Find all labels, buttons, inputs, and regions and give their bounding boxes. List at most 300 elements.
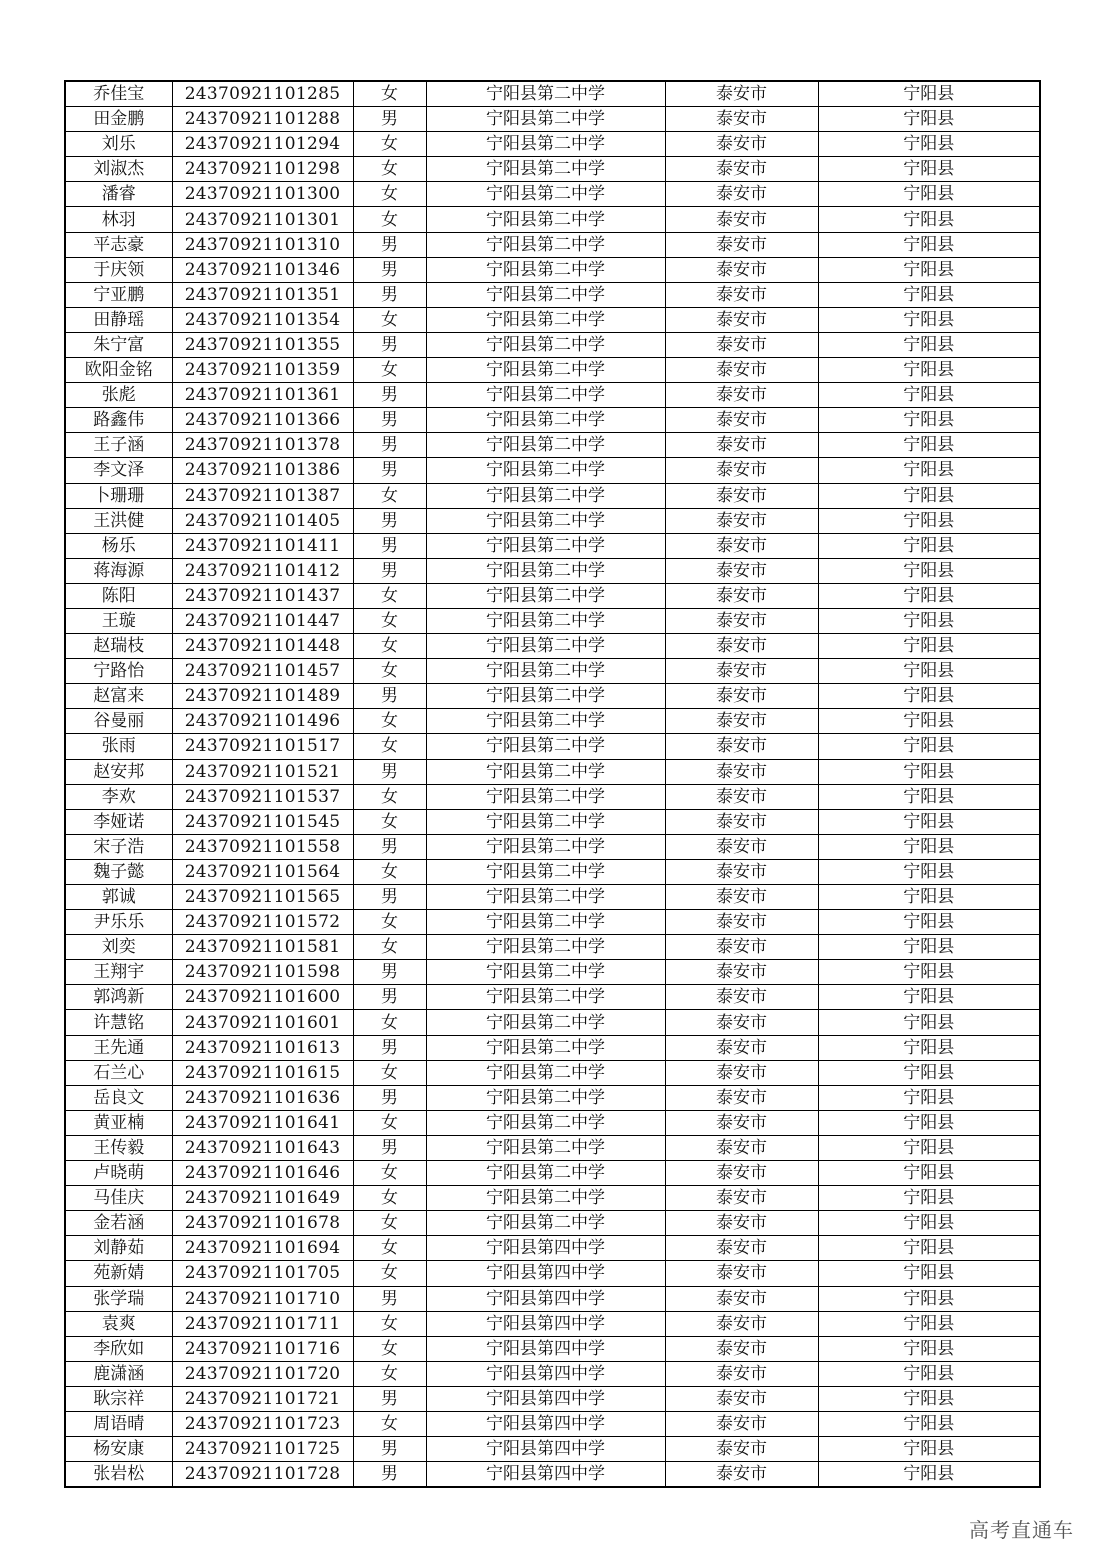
name-cell: 尹乐乐 <box>65 910 172 935</box>
table-row <box>65 885 1040 910</box>
school-cell: 宁阳县第二中学 <box>426 81 665 107</box>
id-cell: 24370921101517 <box>172 734 353 759</box>
id-cell: 24370921101711 <box>172 1311 353 1336</box>
id-cell: 24370921101694 <box>172 1236 353 1261</box>
gender-cell: 女 <box>353 81 426 107</box>
gender-cell: 女 <box>353 157 426 182</box>
gender-cell: 女 <box>353 608 426 633</box>
city-cell: 泰安市 <box>665 1437 818 1462</box>
gender-cell: 男 <box>353 1286 426 1311</box>
city-cell: 泰安市 <box>665 684 818 709</box>
id-cell: 24370921101405 <box>172 508 353 533</box>
id-cell: 24370921101489 <box>172 684 353 709</box>
county-cell: 宁阳县 <box>818 207 1040 232</box>
county-cell: 宁阳县 <box>818 433 1040 458</box>
city-cell: 泰安市 <box>665 1336 818 1361</box>
name-cell: 杨安康 <box>65 1437 172 1462</box>
city-cell: 泰安市 <box>665 709 818 734</box>
name-cell: 乔佳宝 <box>65 81 172 107</box>
county-cell: 宁阳县 <box>818 408 1040 433</box>
county-cell: 宁阳县 <box>818 684 1040 709</box>
school-cell: 宁阳县第四中学 <box>426 1311 665 1336</box>
name-cell: 苑新婧 <box>65 1261 172 1286</box>
city-cell: 泰安市 <box>665 1236 818 1261</box>
county-cell: 宁阳县 <box>818 859 1040 884</box>
school-cell: 宁阳县第二中学 <box>426 885 665 910</box>
id-cell: 24370921101705 <box>172 1261 353 1286</box>
county-cell: 宁阳县 <box>818 1186 1040 1211</box>
city-cell: 泰安市 <box>665 433 818 458</box>
school-cell: 宁阳县第二中学 <box>426 985 665 1010</box>
gender-cell: 女 <box>353 1361 426 1386</box>
county-cell: 宁阳县 <box>818 784 1040 809</box>
table-row <box>65 1060 1040 1085</box>
id-cell: 24370921101378 <box>172 433 353 458</box>
county-cell: 宁阳县 <box>818 1211 1040 1236</box>
city-cell: 泰安市 <box>665 583 818 608</box>
name-cell: 王洪健 <box>65 508 172 533</box>
id-cell: 24370921101448 <box>172 634 353 659</box>
county-cell: 宁阳县 <box>818 1236 1040 1261</box>
city-cell: 泰安市 <box>665 1060 818 1085</box>
gender-cell: 男 <box>353 1386 426 1411</box>
gender-cell: 女 <box>353 935 426 960</box>
county-cell: 宁阳县 <box>818 960 1040 985</box>
city-cell: 泰安市 <box>665 182 818 207</box>
county-cell: 宁阳县 <box>818 182 1040 207</box>
county-cell: 宁阳县 <box>818 307 1040 332</box>
city-cell: 泰安市 <box>665 1261 818 1286</box>
id-cell: 24370921101366 <box>172 408 353 433</box>
city-cell: 泰安市 <box>665 1462 818 1488</box>
city-cell: 泰安市 <box>665 358 818 383</box>
county-cell: 宁阳县 <box>818 1110 1040 1135</box>
id-cell: 24370921101310 <box>172 232 353 257</box>
id-cell: 24370921101720 <box>172 1361 353 1386</box>
gender-cell: 女 <box>353 1311 426 1336</box>
table-row <box>65 207 1040 232</box>
school-cell: 宁阳县第四中学 <box>426 1336 665 1361</box>
name-cell: 宋子浩 <box>65 834 172 859</box>
id-cell: 24370921101725 <box>172 1437 353 1462</box>
school-cell: 宁阳县第二中学 <box>426 182 665 207</box>
school-cell: 宁阳县第二中学 <box>426 383 665 408</box>
school-cell: 宁阳县第二中学 <box>426 358 665 383</box>
id-cell: 24370921101355 <box>172 332 353 357</box>
table-row <box>65 483 1040 508</box>
school-cell: 宁阳县第二中学 <box>426 1085 665 1110</box>
city-cell: 泰安市 <box>665 483 818 508</box>
school-cell: 宁阳县第二中学 <box>426 935 665 960</box>
county-cell: 宁阳县 <box>818 910 1040 935</box>
school-cell: 宁阳县第二中学 <box>426 960 665 985</box>
student-list-table <box>64 80 1041 1488</box>
gender-cell: 女 <box>353 1010 426 1035</box>
city-cell: 泰安市 <box>665 885 818 910</box>
county-cell: 宁阳县 <box>818 709 1040 734</box>
gender-cell: 女 <box>353 583 426 608</box>
city-cell: 泰安市 <box>665 985 818 1010</box>
name-cell: 郭鸿新 <box>65 985 172 1010</box>
id-cell: 24370921101496 <box>172 709 353 734</box>
table-row <box>65 759 1040 784</box>
school-cell: 宁阳县第二中学 <box>426 784 665 809</box>
table-row <box>65 910 1040 935</box>
gender-cell: 女 <box>353 784 426 809</box>
id-cell: 24370921101285 <box>172 81 353 107</box>
school-cell: 宁阳县第二中学 <box>426 483 665 508</box>
name-cell: 宁亚鹏 <box>65 282 172 307</box>
gender-cell: 女 <box>353 1211 426 1236</box>
name-cell: 赵安邦 <box>65 759 172 784</box>
gender-cell: 男 <box>353 107 426 132</box>
city-cell: 泰安市 <box>665 132 818 157</box>
name-cell: 李娅诺 <box>65 809 172 834</box>
name-cell: 王传毅 <box>65 1135 172 1160</box>
id-cell: 24370921101564 <box>172 859 353 884</box>
id-cell: 24370921101613 <box>172 1035 353 1060</box>
city-cell: 泰安市 <box>665 458 818 483</box>
name-cell: 袁爽 <box>65 1311 172 1336</box>
table-row <box>65 257 1040 282</box>
table-row <box>65 1110 1040 1135</box>
table-row <box>65 282 1040 307</box>
name-cell: 岳良文 <box>65 1085 172 1110</box>
school-cell: 宁阳县第二中学 <box>426 1110 665 1135</box>
school-cell: 宁阳县第二中学 <box>426 207 665 232</box>
city-cell: 泰安市 <box>665 307 818 332</box>
id-cell: 24370921101412 <box>172 558 353 583</box>
table-row <box>65 1411 1040 1436</box>
gender-cell: 女 <box>353 910 426 935</box>
city-cell: 泰安市 <box>665 1361 818 1386</box>
name-cell: 朱宁富 <box>65 332 172 357</box>
city-cell: 泰安市 <box>665 1186 818 1211</box>
county-cell: 宁阳县 <box>818 759 1040 784</box>
table-row <box>65 608 1040 633</box>
name-cell: 王翔宇 <box>65 960 172 985</box>
table-row <box>65 383 1040 408</box>
school-cell: 宁阳县第四中学 <box>426 1236 665 1261</box>
school-cell: 宁阳县第四中学 <box>426 1286 665 1311</box>
name-cell: 魏子懿 <box>65 859 172 884</box>
city-cell: 泰安市 <box>665 81 818 107</box>
id-cell: 24370921101545 <box>172 809 353 834</box>
county-cell: 宁阳县 <box>818 734 1040 759</box>
school-cell: 宁阳县第二中学 <box>426 659 665 684</box>
school-cell: 宁阳县第四中学 <box>426 1437 665 1462</box>
id-cell: 24370921101354 <box>172 307 353 332</box>
city-cell: 泰安市 <box>665 207 818 232</box>
school-cell: 宁阳县第二中学 <box>426 910 665 935</box>
table-row <box>65 1236 1040 1261</box>
table-row <box>65 1386 1040 1411</box>
id-cell: 24370921101601 <box>172 1010 353 1035</box>
gender-cell: 男 <box>353 1035 426 1060</box>
county-cell: 宁阳县 <box>818 608 1040 633</box>
table-row <box>65 859 1040 884</box>
id-cell: 24370921101301 <box>172 207 353 232</box>
name-cell: 谷曼丽 <box>65 709 172 734</box>
city-cell: 泰安市 <box>665 1286 818 1311</box>
school-cell: 宁阳县第二中学 <box>426 583 665 608</box>
id-cell: 24370921101300 <box>172 182 353 207</box>
table-row <box>65 684 1040 709</box>
gender-cell: 男 <box>353 508 426 533</box>
name-cell: 王璇 <box>65 608 172 633</box>
name-cell: 石兰心 <box>65 1060 172 1085</box>
table-row <box>65 1462 1040 1488</box>
table-row <box>65 157 1040 182</box>
table-row <box>65 985 1040 1010</box>
table-row <box>65 232 1040 257</box>
table-row <box>65 358 1040 383</box>
county-cell: 宁阳县 <box>818 583 1040 608</box>
id-cell: 24370921101646 <box>172 1161 353 1186</box>
table-row <box>65 182 1040 207</box>
school-cell: 宁阳县第二中学 <box>426 107 665 132</box>
school-cell: 宁阳县第二中学 <box>426 508 665 533</box>
county-cell: 宁阳县 <box>818 458 1040 483</box>
city-cell: 泰安市 <box>665 809 818 834</box>
gender-cell: 女 <box>353 659 426 684</box>
table-row <box>65 433 1040 458</box>
school-cell: 宁阳县第四中学 <box>426 1361 665 1386</box>
table-row <box>65 1085 1040 1110</box>
gender-cell: 男 <box>353 960 426 985</box>
gender-cell: 女 <box>353 1110 426 1135</box>
name-cell: 周语晴 <box>65 1411 172 1436</box>
name-cell: 宁路怡 <box>65 659 172 684</box>
school-cell: 宁阳县第二中学 <box>426 433 665 458</box>
city-cell: 泰安市 <box>665 558 818 583</box>
name-cell: 欧阳金铭 <box>65 358 172 383</box>
gender-cell: 男 <box>353 1462 426 1488</box>
county-cell: 宁阳县 <box>818 1035 1040 1060</box>
county-cell: 宁阳县 <box>818 634 1040 659</box>
county-cell: 宁阳县 <box>818 1437 1040 1462</box>
id-cell: 24370921101565 <box>172 885 353 910</box>
city-cell: 泰安市 <box>665 859 818 884</box>
name-cell: 赵富来 <box>65 684 172 709</box>
id-cell: 24370921101643 <box>172 1135 353 1160</box>
table-row <box>65 1035 1040 1060</box>
id-cell: 24370921101288 <box>172 107 353 132</box>
name-cell: 陈阳 <box>65 583 172 608</box>
county-cell: 宁阳县 <box>818 81 1040 107</box>
county-cell: 宁阳县 <box>818 1060 1040 1085</box>
table-row <box>65 508 1040 533</box>
school-cell: 宁阳县第二中学 <box>426 1010 665 1035</box>
table-row <box>65 1336 1040 1361</box>
table-row <box>65 1286 1040 1311</box>
name-cell: 李欢 <box>65 784 172 809</box>
gender-cell: 女 <box>353 734 426 759</box>
name-cell: 张雨 <box>65 734 172 759</box>
id-cell: 24370921101728 <box>172 1462 353 1488</box>
id-cell: 24370921101710 <box>172 1286 353 1311</box>
city-cell: 泰安市 <box>665 634 818 659</box>
id-cell: 24370921101521 <box>172 759 353 784</box>
county-cell: 宁阳县 <box>818 257 1040 282</box>
school-cell: 宁阳县第二中学 <box>426 558 665 583</box>
city-cell: 泰安市 <box>665 759 818 784</box>
name-cell: 田静瑶 <box>65 307 172 332</box>
county-cell: 宁阳县 <box>818 1161 1040 1186</box>
gender-cell: 男 <box>353 1135 426 1160</box>
name-cell: 潘睿 <box>65 182 172 207</box>
table-row <box>65 734 1040 759</box>
city-cell: 泰安市 <box>665 659 818 684</box>
school-cell: 宁阳县第二中学 <box>426 533 665 558</box>
name-cell: 许慧铭 <box>65 1010 172 1035</box>
county-cell: 宁阳县 <box>818 834 1040 859</box>
gender-cell: 女 <box>353 182 426 207</box>
table-row <box>65 1311 1040 1336</box>
name-cell: 王子涵 <box>65 433 172 458</box>
name-cell: 杨乐 <box>65 533 172 558</box>
school-cell: 宁阳县第二中学 <box>426 709 665 734</box>
table-row <box>65 81 1040 107</box>
county-cell: 宁阳县 <box>818 132 1040 157</box>
county-cell: 宁阳县 <box>818 358 1040 383</box>
county-cell: 宁阳县 <box>818 659 1040 684</box>
watermark-text: 高考直通车 <box>969 1518 1074 1542</box>
county-cell: 宁阳县 <box>818 383 1040 408</box>
county-cell: 宁阳县 <box>818 1386 1040 1411</box>
id-cell: 24370921101294 <box>172 132 353 157</box>
county-cell: 宁阳县 <box>818 1085 1040 1110</box>
name-cell: 蒋海源 <box>65 558 172 583</box>
id-cell: 24370921101572 <box>172 910 353 935</box>
city-cell: 泰安市 <box>665 157 818 182</box>
id-cell: 24370921101600 <box>172 985 353 1010</box>
id-cell: 24370921101359 <box>172 358 353 383</box>
school-cell: 宁阳县第二中学 <box>426 1161 665 1186</box>
table-row <box>65 1361 1040 1386</box>
name-cell: 张学瑞 <box>65 1286 172 1311</box>
school-cell: 宁阳县第二中学 <box>426 307 665 332</box>
id-cell: 24370921101649 <box>172 1186 353 1211</box>
table-row <box>65 307 1040 332</box>
id-cell: 24370921101386 <box>172 458 353 483</box>
county-cell: 宁阳县 <box>818 107 1040 132</box>
gender-cell: 女 <box>353 809 426 834</box>
gender-cell: 女 <box>353 207 426 232</box>
school-cell: 宁阳县第二中学 <box>426 834 665 859</box>
county-cell: 宁阳县 <box>818 1135 1040 1160</box>
table-row <box>65 659 1040 684</box>
school-cell: 宁阳县第二中学 <box>426 232 665 257</box>
county-cell: 宁阳县 <box>818 1261 1040 1286</box>
gender-cell: 男 <box>353 1085 426 1110</box>
gender-cell: 男 <box>353 433 426 458</box>
id-cell: 24370921101361 <box>172 383 353 408</box>
id-cell: 24370921101641 <box>172 1110 353 1135</box>
gender-cell: 女 <box>353 483 426 508</box>
city-cell: 泰安市 <box>665 232 818 257</box>
table-row <box>65 408 1040 433</box>
school-cell: 宁阳县第二中学 <box>426 1186 665 1211</box>
name-cell: 刘乐 <box>65 132 172 157</box>
city-cell: 泰安市 <box>665 1110 818 1135</box>
city-cell: 泰安市 <box>665 1211 818 1236</box>
table-row <box>65 107 1040 132</box>
school-cell: 宁阳县第二中学 <box>426 634 665 659</box>
city-cell: 泰安市 <box>665 533 818 558</box>
city-cell: 泰安市 <box>665 107 818 132</box>
id-cell: 24370921101723 <box>172 1411 353 1436</box>
county-cell: 宁阳县 <box>818 533 1040 558</box>
name-cell: 卜珊珊 <box>65 483 172 508</box>
gender-cell: 男 <box>353 759 426 784</box>
name-cell: 张彪 <box>65 383 172 408</box>
id-cell: 24370921101615 <box>172 1060 353 1085</box>
name-cell: 田金鹏 <box>65 107 172 132</box>
gender-cell: 男 <box>353 282 426 307</box>
name-cell: 刘淑杰 <box>65 157 172 182</box>
school-cell: 宁阳县第二中学 <box>426 809 665 834</box>
county-cell: 宁阳县 <box>818 1462 1040 1488</box>
table-row <box>65 1010 1040 1035</box>
name-cell: 林羽 <box>65 207 172 232</box>
city-cell: 泰安市 <box>665 1035 818 1060</box>
gender-cell: 男 <box>353 458 426 483</box>
school-cell: 宁阳县第四中学 <box>426 1411 665 1436</box>
city-cell: 泰安市 <box>665 935 818 960</box>
id-cell: 24370921101411 <box>172 533 353 558</box>
city-cell: 泰安市 <box>665 332 818 357</box>
name-cell: 平志豪 <box>65 232 172 257</box>
name-cell: 卢晓萌 <box>65 1161 172 1186</box>
school-cell: 宁阳县第四中学 <box>426 1386 665 1411</box>
city-cell: 泰安市 <box>665 282 818 307</box>
name-cell: 李欣如 <box>65 1336 172 1361</box>
gender-cell: 女 <box>353 1161 426 1186</box>
gender-cell: 女 <box>353 634 426 659</box>
gender-cell: 女 <box>353 859 426 884</box>
gender-cell: 男 <box>353 885 426 910</box>
gender-cell: 女 <box>353 1186 426 1211</box>
name-cell: 郭诚 <box>65 885 172 910</box>
city-cell: 泰安市 <box>665 257 818 282</box>
table-row <box>65 634 1040 659</box>
table-row <box>65 458 1040 483</box>
city-cell: 泰安市 <box>665 960 818 985</box>
name-cell: 赵瑞枝 <box>65 634 172 659</box>
county-cell: 宁阳县 <box>818 1010 1040 1035</box>
county-cell: 宁阳县 <box>818 1286 1040 1311</box>
id-cell: 24370921101721 <box>172 1386 353 1411</box>
table-row <box>65 332 1040 357</box>
gender-cell: 男 <box>353 408 426 433</box>
table-row <box>65 558 1040 583</box>
city-cell: 泰安市 <box>665 1411 818 1436</box>
table-row <box>65 1186 1040 1211</box>
city-cell: 泰安市 <box>665 383 818 408</box>
table-row <box>65 935 1040 960</box>
school-cell: 宁阳县第二中学 <box>426 1211 665 1236</box>
county-cell: 宁阳县 <box>818 985 1040 1010</box>
gender-cell: 男 <box>353 383 426 408</box>
school-cell: 宁阳县第二中学 <box>426 132 665 157</box>
table-row <box>65 1261 1040 1286</box>
school-cell: 宁阳县第二中学 <box>426 684 665 709</box>
city-cell: 泰安市 <box>665 910 818 935</box>
name-cell: 李文泽 <box>65 458 172 483</box>
city-cell: 泰安市 <box>665 834 818 859</box>
school-cell: 宁阳县第二中学 <box>426 734 665 759</box>
